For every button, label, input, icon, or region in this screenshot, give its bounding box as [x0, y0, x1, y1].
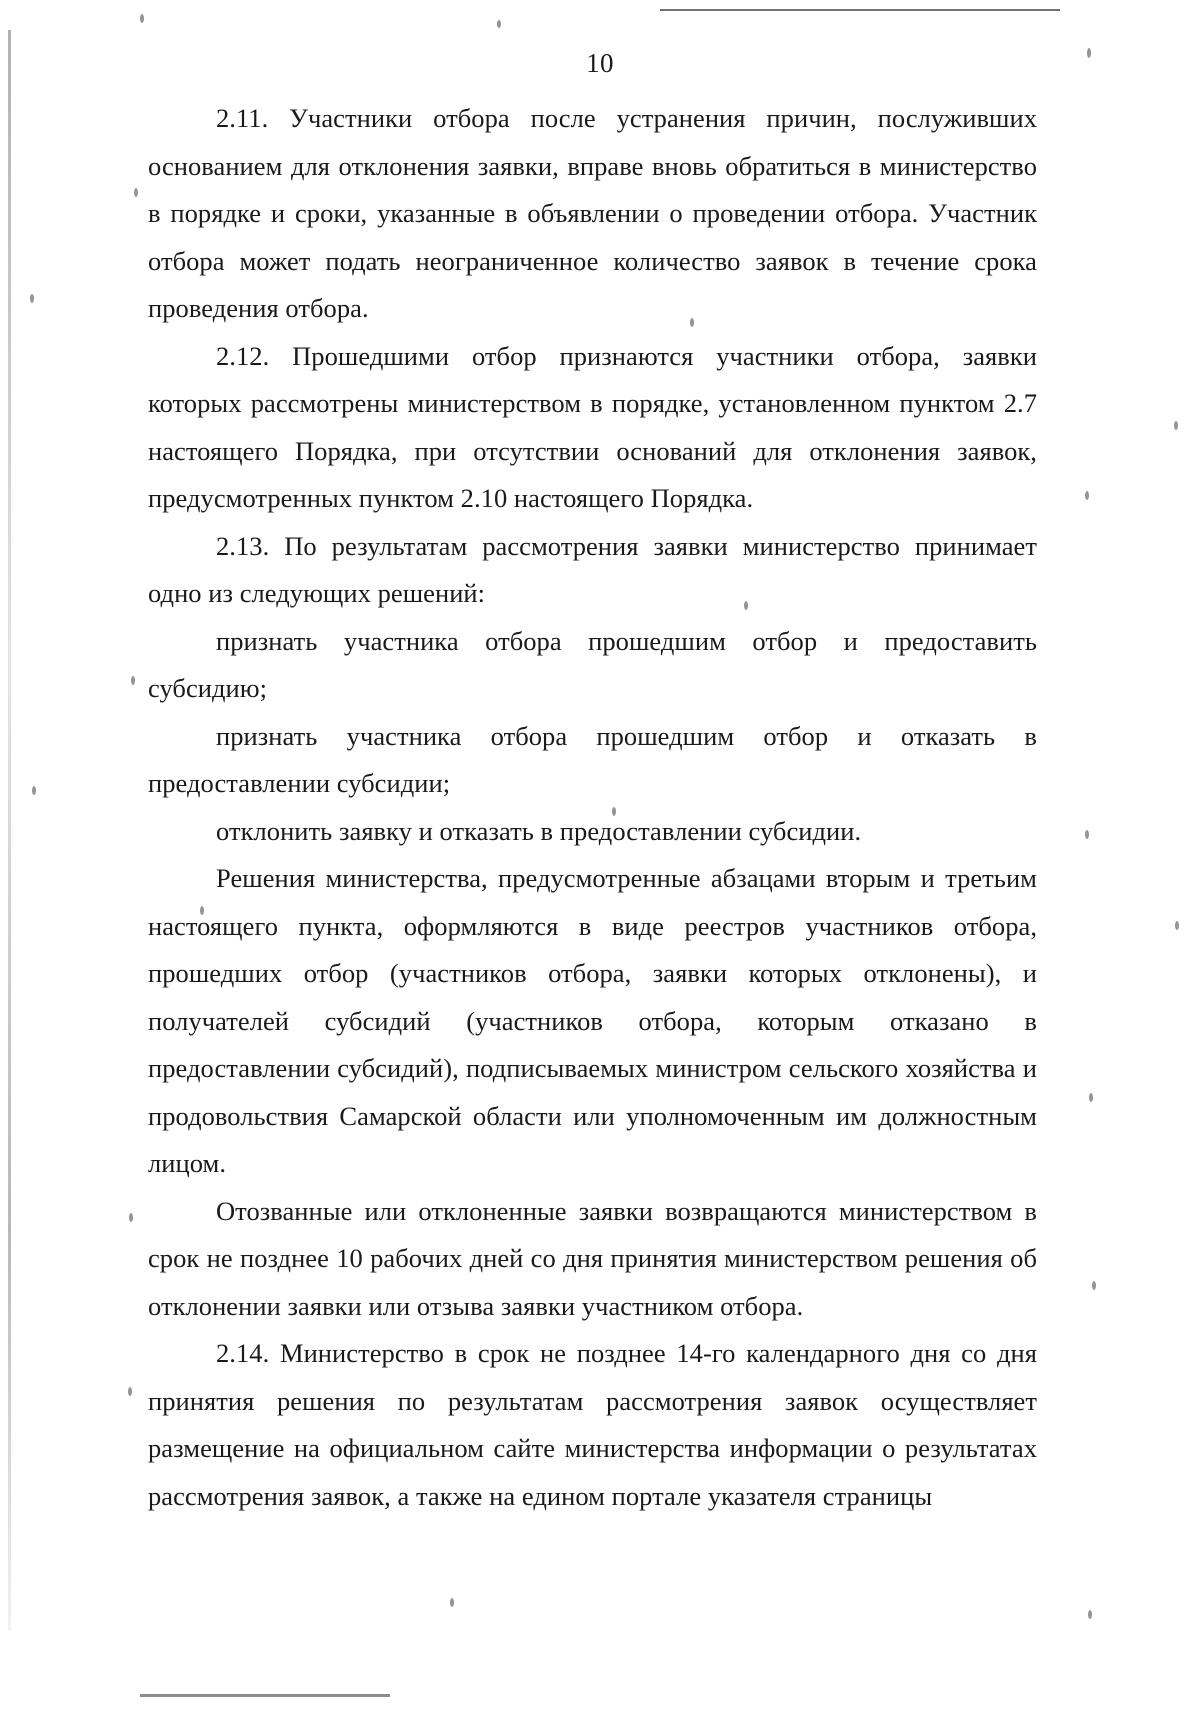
paragraph-2-12: 2.12. Прошедшими отбор признаются участники отбора, заявки которых рассмотрены министерством в порядке, установленном пунктом 2.7 настоящего Порядка, при отсутствии оснований для отклонения заявок, предусмотренных пунктом 2.10 настоящего Порядка.: [148, 340, 1037, 513]
paragraph-decision-option-2: признать участника отбора прошедшим отбор и отказать в предоставлении субсидии;: [148, 720, 1037, 798]
scan-speck: [1085, 491, 1089, 500]
scan-speck: [1089, 1093, 1093, 1102]
document-body: [148, 95, 1037, 1520]
scan-speck: [1092, 1281, 1096, 1290]
scan-speck: [131, 676, 135, 685]
page-number: 10: [586, 48, 614, 78]
scan-speck: [32, 786, 36, 795]
paragraph-decision-option-3: отклонить заявку и отказать в предоставлении субсидии.: [216, 815, 862, 846]
paragraph-2-11: 2.11. Участники отбора после устранения причин, послуживших основанием для отклонения заявки, вправе вновь обратиться в министерство в порядке и сроки, указанные в объявлении о проведении отбора. Участник отбора может подать неограниченное количество заявок в течение срока проведения отбора.: [148, 103, 1037, 323]
scan-speck: [497, 20, 501, 28]
paragraph-returned-applications: Отозванные или отклоненные заявки возвращаются министерством в срок не позднее 10 рабочих дней со дня принятия министерством решения об отклонении заявки или отзыва заявки участником отбора.: [148, 1195, 1037, 1321]
scan-edge-artifact: [8, 30, 11, 1630]
scan-speck: [1088, 1610, 1092, 1619]
scan-speck: [140, 14, 144, 23]
scan-speck: [129, 1213, 133, 1222]
paragraph-decision-option-1: признать участника отбора прошедшим отбор и предоставить субсидию;: [148, 625, 1037, 703]
paragraph-2-13: 2.13. По результатам рассмотрения заявки министерство принимает одно из следующих решений:: [148, 530, 1037, 608]
scan-top-line-artifact: [660, 9, 1060, 11]
scan-speck: [1174, 421, 1178, 430]
scan-speck: [134, 188, 138, 197]
scan-speck: [450, 1598, 454, 1607]
scan-speck: [1175, 921, 1179, 930]
paragraph-2-14: 2.14. Министерство в срок не позднее 14-го календарного дня со дня принятия решения по результатам рассмотрения заявок осуществляет размещение на официальном сайте министерства информации о результатах рассмотрения заявок, а также на едином портале указателя страницы: [148, 1338, 1037, 1511]
scan-speck: [1085, 830, 1089, 839]
scan-speck: [30, 294, 34, 303]
scan-bottom-line-artifact: [140, 1694, 390, 1697]
scan-speck: [128, 1387, 132, 1396]
paragraph-registries: Решения министерства, предусмотренные абзацами вторым и третьим настоящего пункта, оформляются в виде реестров участников отбора, прошедших отбор (участников отбора, заявки которых отклонены), и получателей субсидий (участников отбора, которым отказано в предоставлении субсидий), подписываемых министром сельского хозяйства и продовольствия Самарской области или уполномоченным им должностным лицом.: [148, 863, 1037, 1178]
